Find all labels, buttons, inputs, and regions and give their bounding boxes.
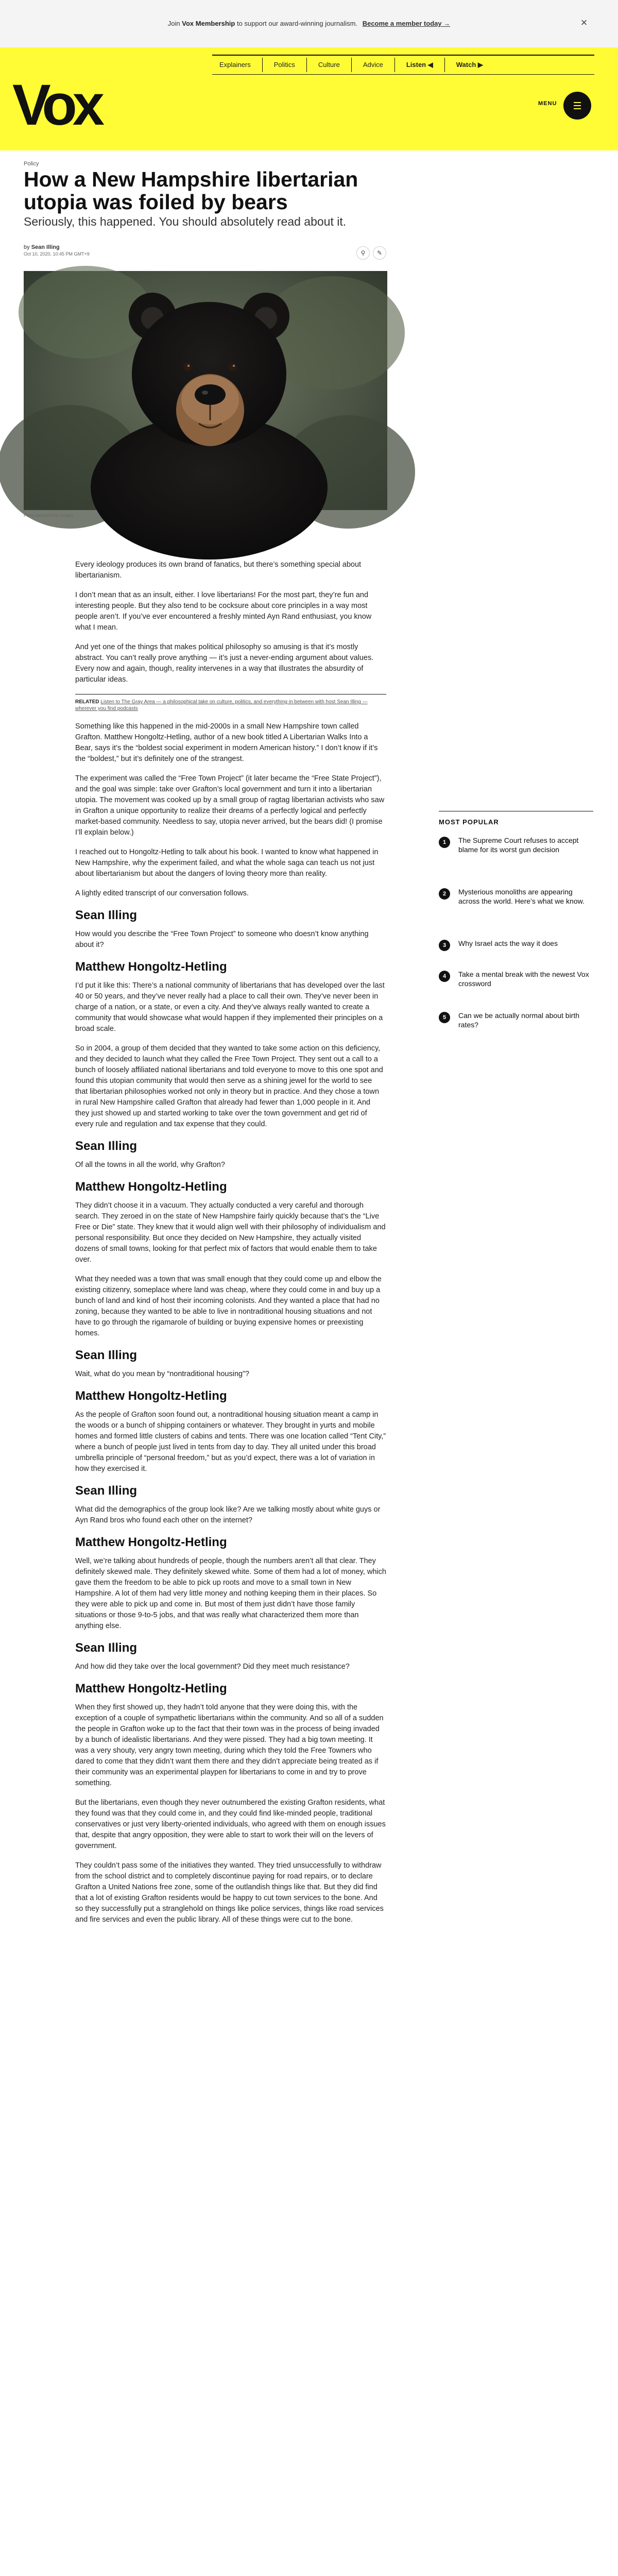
banner-text: to support our award-winning journalism. bbox=[236, 20, 358, 27]
popular-item-number: 2 bbox=[439, 888, 450, 900]
banner-highlight[interactable]: Vox Membership bbox=[182, 20, 235, 27]
question: And how did they take over the local government? Did they meet much resistance? bbox=[75, 1663, 350, 1671]
main-nav bbox=[212, 58, 494, 72]
banner-prefix: Join bbox=[167, 20, 180, 27]
membership-banner bbox=[0, 0, 618, 47]
speaker-heading: Sean Illing bbox=[75, 1641, 138, 1655]
related-text[interactable]: Listen to The Gray Area — a philosophical take on culture, politics, and everything in between with host Sean Illing — wherever you find podcasts bbox=[75, 699, 368, 711]
site-header bbox=[0, 47, 618, 150]
menu-label[interactable]: MENU bbox=[538, 100, 557, 107]
popular-item-link[interactable]: Can we be actually normal about birth rates? bbox=[458, 1011, 580, 1029]
paragraph: I don’t mean that as an insult, either. I love libertarians! For the most part, they’re fun and interesting people. But they also tend to be cocksure about core principles in a way most people aren’t. If you’ve ever encountered a freshly minted Ayn Rand enthusiast, you know what I mean. bbox=[75, 591, 372, 632]
byline bbox=[24, 244, 60, 250]
nav-culture[interactable]: Culture bbox=[307, 58, 352, 72]
related-label: RELATED bbox=[75, 699, 99, 705]
popular-item-link[interactable]: Mysterious monoliths are appearing across the world. Here’s what we know. bbox=[458, 888, 585, 905]
article-kicker[interactable]: Policy bbox=[24, 161, 39, 167]
speaker-heading: Matthew Hongoltz-Hetling bbox=[75, 1682, 227, 1696]
paragraph: And yet one of the things that makes political philosophy so amusing is that it’s mostly abstract. You can’t really prove anything — it’s just a never-ending argument about values. Every now and again, though, reality intervenes in a way that illustrates the absurdity of particular ideas. bbox=[75, 643, 374, 684]
paragraph: Every ideology produces its own brand of fanatics, but there’s something special about libertarianism. bbox=[75, 561, 362, 580]
hero-caption: Prime beauty/Getty Images bbox=[24, 513, 74, 518]
answer: When they first showed up, they hadn’t told anyone that they were doing this, with the exception of a couple of sympathetic libertarians within the community. And so all of a sudden the people in Grafton woke up to the fact that their town was in the process of being invaded by a bunch of idealistic libertarians. And they were pissed. They had a big town meeting. It was a very shouty, very angry town meeting, during which they told the Free Towners who dared to come that they didn’t want them there and they didn’t appreciate being treated as if their community was an experimental playpen for libertarians to come in and try to prove something. bbox=[75, 1703, 384, 1787]
nav-politics[interactable]: Politics bbox=[263, 58, 307, 72]
popular-item-number: 5 bbox=[439, 1012, 450, 1023]
article-body bbox=[75, 560, 386, 1934]
nav-listen[interactable]: Listen ◀ bbox=[395, 58, 445, 72]
answer: Well, we’re talking about hundreds of people, though the numbers aren’t all that clear. They definitely skewed male. They definitely skewed white. Some of them had a lot of money, which gave them the freedom to be able to pick up roots and move to a small town in New Hampshire. A lot of them had very little money and nothing keeping them in their places. So they were able to pick up and come in. But most of them just didn’t have those family situations or those 9-to-5 jobs, and that was really what characterized them more than anything else. bbox=[75, 1557, 386, 1630]
hamburger-icon[interactable] bbox=[563, 92, 591, 120]
speaker-heading: Sean Illing bbox=[75, 1139, 138, 1153]
nav-watch[interactable]: Watch ▶ bbox=[456, 61, 483, 69]
popular-item-number: 3 bbox=[439, 940, 450, 951]
speaker-heading: Matthew Hongoltz-Hetling bbox=[75, 1535, 227, 1549]
answer: They couldn’t pass some of the initiatives they wanted. They tried unsuccessfully to withdraw from the school district and to completely discontinue paying for road repairs, or to declare Grafton a United Nations free zone, some of the outlandish things like that. But they did find that a lot of existing Grafton residents would be happy to cut town services to the bone. And so they successfully put a stranglehold on things like police services, things like road services and fire services and even the public library. All of these things were cut to the bone. bbox=[75, 1861, 384, 1924]
article-headline: How a New Hampshire libertarian utopia was foiled by bears bbox=[24, 167, 358, 214]
popular-item-link[interactable]: Why Israel acts the way it does bbox=[458, 939, 558, 947]
paragraph: The experiment was called the “Free Town Project” (it later became the “Free State Project”), and the goal was simple: take over Grafton’s local government and turn it into a libertarian utopia. The movement was cooked up by a small group of ragtag libertarian activists who saw in Grafton a unique opportunity to realize their dreams of a perfectly logical and perfectly market-based community. Needless to say, utopia never arrived, but the bears did! (I promise I’ll explain below.) bbox=[75, 774, 385, 837]
speaker-heading: Sean Illing bbox=[75, 908, 138, 922]
byline-prefix: by bbox=[24, 244, 30, 250]
speaker-heading: Matthew Hongoltz-Hetling bbox=[75, 1180, 227, 1194]
publish-date: Oct 10, 2020, 10:45 PM GMT+9 bbox=[24, 251, 90, 257]
become-member-link[interactable]: Become a member today → bbox=[362, 20, 451, 27]
popular-item-link[interactable]: The Supreme Court refuses to accept blame for its worst gun decision bbox=[458, 836, 579, 854]
nav-top-rule bbox=[212, 55, 594, 56]
vox-logo[interactable] bbox=[12, 73, 100, 137]
paragraph: I reached out to Hongoltz-Hetling to talk about his book. I wanted to know what happened in New Hampshire, why the experiment failed, and what the whole saga can teach us not just about libertarianism but about the dangers of loving theory more than reality. bbox=[75, 848, 379, 878]
most-popular-title: MOST POPULAR bbox=[439, 818, 499, 826]
question: Wait, what do you mean by “nontraditional housing”? bbox=[75, 1370, 249, 1378]
question: How would you describe the “Free Town Project” to someone who doesn’t know anything about it? bbox=[75, 930, 369, 949]
nav-explainers[interactable]: Explainers bbox=[212, 58, 263, 72]
close-icon[interactable]: × bbox=[580, 16, 588, 29]
banner-message bbox=[0, 20, 618, 27]
answer: What they needed was a town that was small enough that they could come up and elbow the existing citizenry, someplace where land was cheap, where they could come in and buy up a bunch of land and kind of host their incoming colonists. And they wanted a place that had no zoning, because they wanted to be able to live in nontraditional housing situations and not have to go through the rigamarole of building or buying expensive homes or preexisting homes. bbox=[75, 1275, 382, 1337]
comment-icon[interactable]: ✎ bbox=[373, 246, 386, 260]
speaker-heading: Matthew Hongoltz-Hetling bbox=[75, 1389, 227, 1403]
author-link[interactable]: Sean Illing bbox=[31, 244, 60, 250]
popular-item-number: 1 bbox=[439, 837, 450, 848]
answer: They didn’t choose it in a vacuum. They actually conducted a very careful and thorough search. They zeroed in on the state of New Hampshire fairly quickly because that’s the “Live Free or Die” state. They knew that it would align well with their philosophy of individualism and personal responsibility. But once they decided on New Hampshire, they actually visited dozens of small towns, looking for that perfect mix of factors that would enable them to take over. bbox=[75, 1201, 386, 1264]
nav-advice[interactable]: Advice bbox=[352, 58, 395, 72]
related-link[interactable] bbox=[75, 694, 386, 712]
paragraph: A lightly edited transcript of our conversation follows. bbox=[75, 889, 249, 897]
speaker-heading: Matthew Hongoltz-Hetling bbox=[75, 960, 227, 974]
answer: As the people of Grafton soon found out, a nontraditional housing situation meant a camp in the woods or a bunch of shipping containers or whatever. They brought in yurts and mobile homes and formed little clusters of cabins and tents. There was one location called “Tent City,” where a bunch of people just lived in tents from day to day. They all united under this broad umbrella principle of “personal freedom,” but as you’d expect, there was a lot of variation in how they exercised it. bbox=[75, 1411, 386, 1473]
answer: So in 2004, a group of them decided that they wanted to take some action on this deficiency, and they decided to launch what they called the Free Town Project. They sent out a call to a bunch of loosely affiliated national libertarians and told everyone to move to this one spot and found this utopian community that would then serve as a shining jewel for the world to see that libertarian philosophies worked not only in theory but in practice. And they chose a town in rural New Hampshire called Grafton that already had fewer than 1,000 people in it. And they just showed up and started working to take over the town government and get rid of every rule and regulation and tax expense that they could. bbox=[75, 1044, 383, 1128]
hero-image bbox=[24, 271, 387, 510]
speaker-heading: Sean Illing bbox=[75, 1348, 138, 1362]
answer: But the libertarians, even though they never outnumbered the existing Grafton residents, what they found was that they could come in, and they could find like-minded people, traditional conservatives or just very liberty-oriented individuals, who agreed with them on enough issues that, despite that angry opposition, they were able to start to work their will on the levers of government. bbox=[75, 1799, 386, 1850]
article-dek: Seriously, this happened. You should absolutely read about it. bbox=[24, 215, 347, 228]
nav-bottom-rule bbox=[212, 74, 594, 75]
question: What did the demographics of the group look like? Are we talking mostly about white guys or Ayn Rand bros who found each other on the internet? bbox=[75, 1505, 381, 1524]
question: Of all the towns in all the world, why Grafton? bbox=[75, 1161, 225, 1169]
vox-logo-text: Vox bbox=[12, 73, 100, 137]
paragraph: Something like this happened in the mid-2000s in a small New Hampshire town called Grafton. Matthew Hongoltz-Hetling, author of a new book titled A Libertarian Walks Into a Bear, says it’s the “boldest social experiment in modern American history.” I don’t know if it’s the “boldest,” but it’s definitely one of the strangest. bbox=[75, 722, 378, 763]
speaker-heading: Sean Illing bbox=[75, 1484, 138, 1498]
popular-item-link[interactable]: Take a mental break with the newest Vox crossword bbox=[458, 970, 589, 988]
link-icon[interactable]: ⚲ bbox=[356, 246, 370, 260]
answer: I’d put it like this: There’s a national community of libertarians that has developed over the last 40 or 50 years, and they’ve never really had a place to call their own. They’ve never been in charge of a nation, or a state, or even a city. And they’ve always really wanted to create a community that would showcase what would happen if they implemented their principles on a broad scale. bbox=[75, 981, 385, 1033]
popular-item-number: 4 bbox=[439, 971, 450, 982]
